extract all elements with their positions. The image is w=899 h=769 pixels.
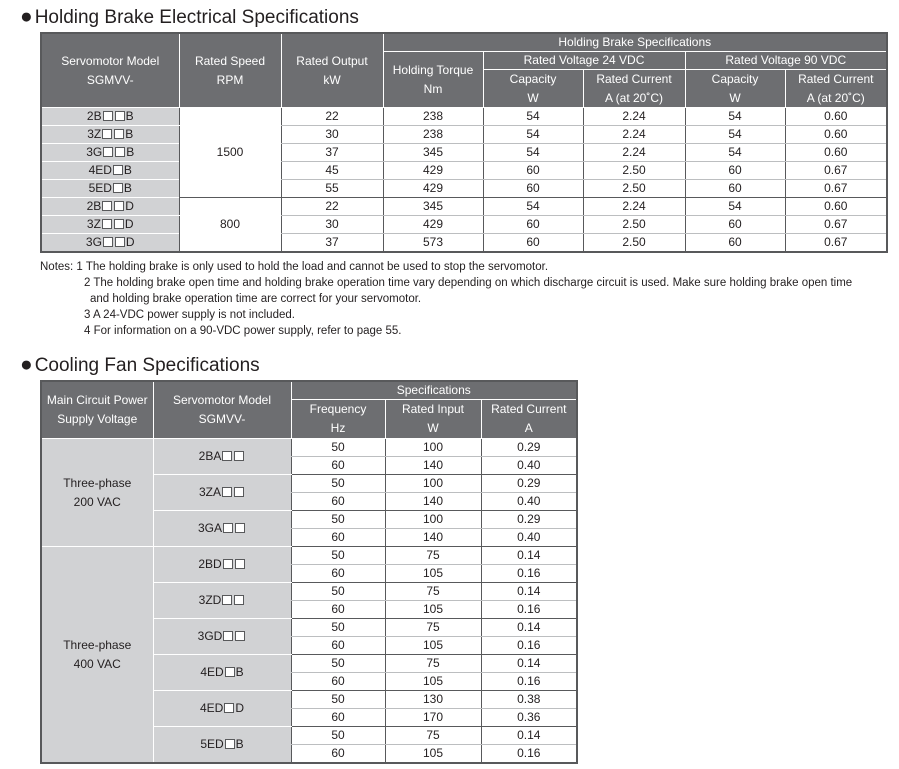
holding-torque-cell: 238 [383, 125, 483, 143]
model-cell [41, 197, 179, 215]
placeholder-box-icon [235, 631, 245, 641]
rated-output-cell: 37 [281, 143, 383, 161]
rated-input-cell: 75 [385, 654, 481, 672]
fan-model-cell [153, 546, 291, 582]
frequency-cell: 60 [291, 744, 385, 763]
table-row [41, 143, 887, 161]
model-cell [41, 107, 179, 125]
placeholder-box-icon [223, 631, 233, 641]
fan-current-cell: 0.14 [481, 654, 577, 672]
current-90-cell: 0.67 [785, 179, 887, 197]
placeholder-box-icon [115, 147, 125, 157]
model-prefix: 4ED [88, 163, 112, 177]
placeholder-box-icon [114, 219, 124, 229]
fan-current-cell: 0.16 [481, 564, 577, 582]
rated-input-cell: 140 [385, 492, 481, 510]
frequency-cell: 50 [291, 546, 385, 564]
fan-current-cell: 0.16 [481, 744, 577, 763]
model-prefix: 2BD [198, 557, 222, 571]
placeholder-box-icon [102, 219, 112, 229]
table-row [41, 161, 887, 179]
placeholder-box-icon [115, 237, 125, 247]
frequency-cell: 60 [291, 600, 385, 618]
frequency-cell: 50 [291, 690, 385, 708]
placeholder-box-icon [222, 451, 232, 461]
model-prefix: 3G [86, 145, 103, 159]
capacity-24-cell: 60 [483, 161, 583, 179]
placeholder-box-icon [222, 595, 232, 605]
header-output: Rated Output kW [281, 33, 383, 107]
capacity-90-cell: 60 [685, 215, 785, 233]
header-fan-current: Rated Current [481, 399, 577, 419]
model-suffix: B [123, 181, 132, 195]
model-suffix: D [125, 235, 135, 249]
header-rated-input: Rated Input [385, 399, 481, 419]
placeholder-box-icon [223, 523, 233, 533]
rated-input-cell: 100 [385, 438, 481, 456]
rated-input-cell: 100 [385, 510, 481, 528]
rated-input-cell: 105 [385, 600, 481, 618]
fan-current-cell: 0.16 [481, 636, 577, 654]
placeholder-box-icon [103, 147, 113, 157]
voltage-line-1: Three-phase [63, 475, 132, 490]
holding-torque-cell: 429 [383, 179, 483, 197]
current-24-cell: 2.24 [583, 125, 685, 143]
table-row [41, 197, 887, 215]
table-row [41, 546, 577, 564]
note-2b: and holding brake operation time are correct for your servomotor. [90, 293, 422, 305]
header-speed: Rated Speed RPM [179, 33, 281, 107]
placeholder-box-icon [225, 667, 235, 677]
frequency-cell: 50 [291, 618, 385, 636]
placeholder-box-icon [235, 559, 245, 569]
current-90-cell: 0.67 [785, 161, 887, 179]
current-24-cell: 2.50 [583, 161, 685, 179]
model-prefix: 3GD [197, 629, 223, 643]
holding-torque-cell: 573 [383, 233, 483, 252]
current-90-cell: 0.67 [785, 233, 887, 252]
placeholder-box-icon [102, 201, 112, 211]
placeholder-box-icon [114, 129, 124, 139]
model-prefix: 2B [86, 109, 102, 123]
rated-output-cell: 45 [281, 161, 383, 179]
model-prefix: 3GA [197, 521, 222, 535]
fan-section-title [20, 354, 260, 377]
frequency-cell: 50 [291, 438, 385, 456]
holding-torque-cell: 429 [383, 215, 483, 233]
header-fan-current-unit: A [481, 419, 577, 438]
header-frequency: Frequency [291, 399, 385, 419]
fan-current-cell: 0.14 [481, 546, 577, 564]
current-24-cell: 2.24 [583, 197, 685, 215]
table-row [41, 107, 887, 125]
capacity-90-cell: 60 [685, 233, 785, 252]
current-24-cell: 2.50 [583, 215, 685, 233]
frequency-cell: 60 [291, 492, 385, 510]
capacity-24-cell: 54 [483, 197, 583, 215]
model-suffix: B [126, 145, 135, 159]
fan-current-cell: 0.29 [481, 474, 577, 492]
model-cell [41, 143, 179, 161]
supply-voltage-cell [41, 438, 153, 546]
fan-current-cell: 0.16 [481, 600, 577, 618]
fan-title-text: Cooling Fan Specifications [34, 355, 260, 376]
fan-current-cell: 0.40 [481, 528, 577, 546]
model-cell [41, 125, 179, 143]
model-suffix: D [125, 199, 134, 213]
rated-speed-cell: 1500 [179, 107, 281, 197]
header-supply-voltage: Main Circuit Power Supply Voltage [41, 381, 153, 438]
placeholder-box-icon [235, 523, 245, 533]
current-24-cell: 2.24 [583, 143, 685, 161]
holding-torque-cell: 345 [383, 197, 483, 215]
bullet-icon: ● [20, 5, 33, 28]
header-capacity-90: Capacity W [685, 69, 785, 107]
frequency-cell: 60 [291, 672, 385, 690]
frequency-cell: 60 [291, 636, 385, 654]
model-prefix: 2B [86, 199, 102, 213]
header-brake-specs: Holding Brake Specifications [383, 33, 887, 51]
frequency-cell: 60 [291, 528, 385, 546]
placeholder-box-icon [115, 111, 125, 121]
fan-model-cell [153, 690, 291, 726]
capacity-24-cell: 60 [483, 179, 583, 197]
voltage-line-2: 200 VAC [73, 494, 121, 509]
capacity-90-cell: 54 [685, 143, 785, 161]
model-suffix: B [125, 109, 134, 123]
placeholder-box-icon [113, 165, 123, 175]
fan-current-cell: 0.40 [481, 492, 577, 510]
fan-model-cell [153, 510, 291, 546]
rated-output-cell: 30 [281, 125, 383, 143]
model-suffix: B [125, 127, 134, 141]
model-prefix: 3ZA [198, 485, 221, 499]
rated-input-cell: 170 [385, 708, 481, 726]
current-90-cell: 0.60 [785, 107, 887, 125]
placeholder-box-icon [225, 739, 235, 749]
header-fan-specs: Specifications [291, 381, 577, 399]
fan-current-cell: 0.14 [481, 618, 577, 636]
model-cell [41, 179, 179, 197]
capacity-90-cell: 60 [685, 161, 785, 179]
frequency-cell: 60 [291, 564, 385, 582]
model-prefix: 2BA [198, 449, 222, 463]
supply-voltage-cell [41, 546, 153, 763]
current-24-cell: 2.50 [583, 233, 685, 252]
current-24-cell: 2.24 [583, 107, 685, 125]
fan-current-cell: 0.38 [481, 690, 577, 708]
rated-input-cell: 75 [385, 726, 481, 744]
model-cell [41, 215, 179, 233]
model-suffix: D [235, 701, 244, 715]
header-current-90: Rated Current A (at 20˚C) [785, 69, 887, 107]
fan-model-cell [153, 654, 291, 690]
placeholder-box-icon [114, 201, 124, 211]
placeholder-box-icon [234, 451, 244, 461]
table-row [41, 215, 887, 233]
frequency-cell: 50 [291, 510, 385, 528]
frequency-cell: 50 [291, 726, 385, 744]
frequency-cell: 50 [291, 474, 385, 492]
holding-brake-table [40, 32, 888, 253]
placeholder-box-icon [103, 111, 113, 121]
capacity-90-cell: 60 [685, 179, 785, 197]
model-prefix: 3Z [87, 127, 102, 141]
current-90-cell: 0.60 [785, 143, 887, 161]
fan-current-cell: 0.14 [481, 726, 577, 744]
fan-model-cell [153, 438, 291, 474]
header-current-24: Rated Current A (at 20˚C) [583, 69, 685, 107]
capacity-90-cell: 54 [685, 107, 785, 125]
voltage-line-2: 400 VAC [73, 656, 121, 671]
fan-current-cell: 0.36 [481, 708, 577, 726]
frequency-cell: 50 [291, 654, 385, 672]
capacity-90-cell: 54 [685, 197, 785, 215]
brake-section-title [20, 6, 359, 29]
holding-torque-cell: 238 [383, 107, 483, 125]
header-voltage-24: Rated Voltage 24 VDC [483, 51, 685, 69]
holding-torque-cell: 345 [383, 143, 483, 161]
model-prefix: 4ED [200, 665, 224, 679]
voltage-line-1: Three-phase [63, 637, 132, 652]
rated-input-cell: 105 [385, 672, 481, 690]
model-cell [41, 233, 179, 252]
frequency-cell: 60 [291, 456, 385, 474]
table-row [41, 179, 887, 197]
rated-input-cell: 75 [385, 546, 481, 564]
rated-output-cell: 55 [281, 179, 383, 197]
current-24-cell: 2.50 [583, 179, 685, 197]
header-voltage-90: Rated Voltage 90 VDC [685, 51, 887, 69]
brake-notes [40, 259, 890, 339]
rated-input-cell: 140 [385, 456, 481, 474]
header-capacity-24: Capacity W [483, 69, 583, 107]
cooling-fan-table [40, 380, 578, 764]
rated-input-cell: 130 [385, 690, 481, 708]
frequency-cell: 50 [291, 582, 385, 600]
capacity-24-cell: 60 [483, 233, 583, 252]
rated-output-cell: 30 [281, 215, 383, 233]
table-row [41, 233, 887, 252]
holding-torque-cell: 429 [383, 161, 483, 179]
rated-input-cell: 100 [385, 474, 481, 492]
placeholder-box-icon [222, 487, 232, 497]
placeholder-box-icon [234, 487, 244, 497]
header-fan-model: Servomotor Model SGMVV- [153, 381, 291, 438]
capacity-24-cell: 54 [483, 107, 583, 125]
model-prefix: 4ED [199, 701, 224, 715]
fan-current-cell: 0.29 [481, 510, 577, 528]
rated-output-cell: 22 [281, 107, 383, 125]
note-2a: 2 The holding brake open time and holding brake operation time vary depending on which discharge circuit is used. Make sure holding brake open time [84, 277, 853, 289]
current-90-cell: 0.67 [785, 215, 887, 233]
current-90-cell: 0.60 [785, 125, 887, 143]
fan-model-cell [153, 726, 291, 763]
table-row [41, 438, 577, 456]
capacity-24-cell: 54 [483, 125, 583, 143]
model-prefix: 3Z [86, 217, 101, 231]
header-rated-input-unit: W [385, 419, 481, 438]
table-row [41, 125, 887, 143]
placeholder-box-icon [224, 703, 234, 713]
fan-current-cell: 0.16 [481, 672, 577, 690]
rated-output-cell: 22 [281, 197, 383, 215]
fan-model-cell [153, 474, 291, 510]
rated-input-cell: 105 [385, 564, 481, 582]
capacity-90-cell: 54 [685, 125, 785, 143]
capacity-24-cell: 60 [483, 215, 583, 233]
rated-input-cell: 140 [385, 528, 481, 546]
fan-model-cell [153, 582, 291, 618]
rated-input-cell: 105 [385, 636, 481, 654]
fan-current-cell: 0.14 [481, 582, 577, 600]
note-1: Notes: 1 The holding brake is only used to hold the load and cannot be used to stop the servomotor. [40, 261, 549, 273]
placeholder-box-icon [113, 183, 123, 193]
rated-speed-cell: 800 [179, 197, 281, 252]
fan-current-cell: 0.40 [481, 456, 577, 474]
fan-model-cell [153, 618, 291, 654]
model-prefix: 5ED [200, 737, 224, 751]
frequency-cell: 60 [291, 708, 385, 726]
model-suffix: B [123, 163, 132, 177]
model-cell [41, 161, 179, 179]
capacity-24-cell: 54 [483, 143, 583, 161]
model-prefix: 5ED [88, 181, 112, 195]
placeholder-box-icon [234, 595, 244, 605]
current-90-cell: 0.60 [785, 197, 887, 215]
rated-input-cell: 75 [385, 618, 481, 636]
model-suffix: B [235, 665, 244, 679]
brake-title-text: Holding Brake Electrical Specifications [34, 7, 359, 28]
placeholder-box-icon [223, 559, 233, 569]
model-suffix: B [235, 737, 244, 751]
rated-input-cell: 75 [385, 582, 481, 600]
fan-current-cell: 0.29 [481, 438, 577, 456]
header-torque: Holding Torque Nm [383, 51, 483, 107]
placeholder-box-icon [102, 129, 112, 139]
placeholder-box-icon [103, 237, 113, 247]
rated-output-cell: 37 [281, 233, 383, 252]
header-model: Servomotor Model SGMVV- [41, 33, 179, 107]
note-4: 4 For information on a 90-VDC power supply, refer to page 55. [84, 325, 402, 337]
model-prefix: 3G [85, 235, 102, 249]
rated-input-cell: 105 [385, 744, 481, 763]
note-3: 3 A 24-VDC power supply is not included. [84, 309, 295, 321]
model-suffix: D [124, 217, 134, 231]
model-prefix: 3ZD [198, 593, 222, 607]
bullet-icon: ● [20, 353, 33, 376]
header-frequency-unit: Hz [291, 419, 385, 438]
